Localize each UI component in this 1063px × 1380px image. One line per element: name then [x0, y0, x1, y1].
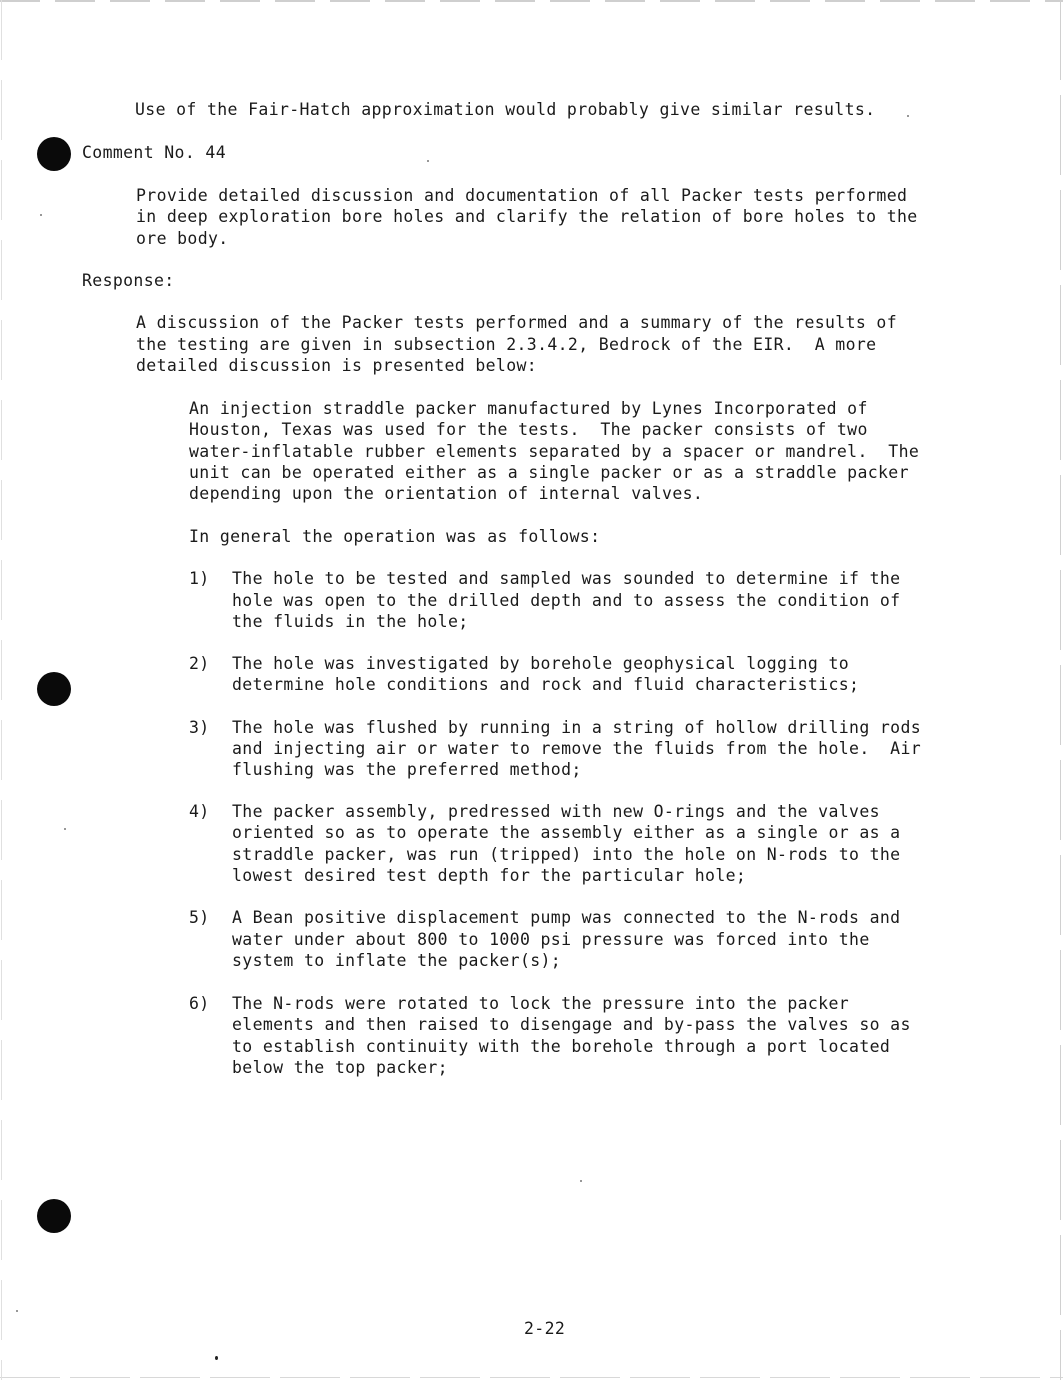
step-number: 3) — [189, 718, 210, 737]
step-number: 1) — [189, 569, 210, 588]
step-line: elements and then raised to disengage and by-pass the valves so as — [232, 1015, 911, 1034]
step-line: straddle packer, was run (tripped) into the hole on N-rods to the — [232, 845, 901, 864]
scan-edge-bottom — [0, 1377, 1063, 1378]
step-number: 4) — [189, 802, 210, 821]
packer-line: An injection straddle packer manufactured by Lynes Incorporated of — [189, 399, 868, 418]
step-line: the fluids in the hole; — [232, 612, 469, 631]
packer-line: unit can be operated either as a single packer or as a straddle packer — [189, 463, 909, 482]
scan-speck — [16, 1310, 18, 1312]
step-line: and injecting air or water to remove the fluids from the hole. Air — [232, 739, 922, 758]
punch-hole-top — [37, 137, 71, 171]
comment-heading: Comment No. 44 — [82, 143, 226, 162]
step-number: 5) — [189, 908, 210, 927]
step-number: 6) — [189, 994, 210, 1013]
response-line: A discussion of the Packer tests performed and a summary of the results of — [136, 313, 898, 332]
step-line: The hole was investigated by borehole geophysical logging to — [232, 654, 850, 673]
scan-speck — [907, 115, 909, 117]
scan-edge-right — [1060, 0, 1061, 1380]
response-heading: Response: — [82, 271, 175, 290]
step-line: The N-rods were rotated to lock the pressure into the packer — [232, 994, 850, 1013]
response-line: detailed discussion is presented below: — [136, 356, 538, 375]
packer-line: depending upon the orientation of internal valves. — [189, 484, 704, 503]
step-line: water under about 800 to 1000 psi pressure was forced into the — [232, 930, 870, 949]
step-line: oriented so as to operate the assembly either as a single or as a — [232, 823, 901, 842]
step-line: to establish continuity with the borehole through a port located — [232, 1037, 891, 1056]
comment-line: in deep exploration bore holes and clarify the relation of bore holes to the — [136, 207, 918, 226]
step-line: flushing was the preferred method; — [232, 760, 582, 779]
scan-speck — [215, 1356, 218, 1360]
step-line: system to inflate the packer(s); — [232, 951, 562, 970]
scan-speck — [427, 160, 429, 162]
packer-line: Houston, Texas was used for the tests. The packer consists of two — [189, 420, 868, 439]
scan-speck — [64, 828, 66, 830]
comment-line: Provide detailed discussion and documentation of all Packer tests performed — [136, 186, 908, 205]
step-line: A Bean positive displacement pump was connected to the N-rods and — [232, 908, 901, 927]
comment-line: ore body. — [136, 229, 229, 248]
step-line: determine hole conditions and rock and fluid characteristics; — [232, 675, 860, 694]
page-number: 2-22 — [524, 1319, 566, 1338]
step-line: hole was open to the drilled depth and to assess the condition of — [232, 591, 901, 610]
response-line: the testing are given in subsection 2.3.4.2, Bedrock of the EIR. A more — [136, 335, 877, 354]
step-line: The hole to be tested and sampled was sounded to determine if the — [232, 569, 901, 588]
punch-hole-bottom — [37, 1199, 71, 1233]
scan-edge-left — [1, 0, 2, 1380]
scan-edge-top — [0, 0, 1063, 2]
step-line: lowest desired test depth for the particular hole; — [232, 866, 747, 885]
intro-line: Use of the Fair-Hatch approximation would probably give similar results. — [135, 100, 876, 119]
step-number: 2) — [189, 654, 210, 673]
operation-intro: In general the operation was as follows: — [189, 527, 601, 546]
scan-speck — [580, 1180, 582, 1182]
packer-line: water-inflatable rubber elements separated by a spacer or mandrel. The — [189, 442, 920, 461]
punch-hole-middle — [37, 672, 71, 706]
step-line: below the top packer; — [232, 1058, 448, 1077]
step-line: The hole was flushed by running in a string of hollow drilling rods — [232, 718, 922, 737]
scan-speck — [40, 214, 42, 216]
step-line: The packer assembly, predressed with new O-rings and the valves — [232, 802, 880, 821]
